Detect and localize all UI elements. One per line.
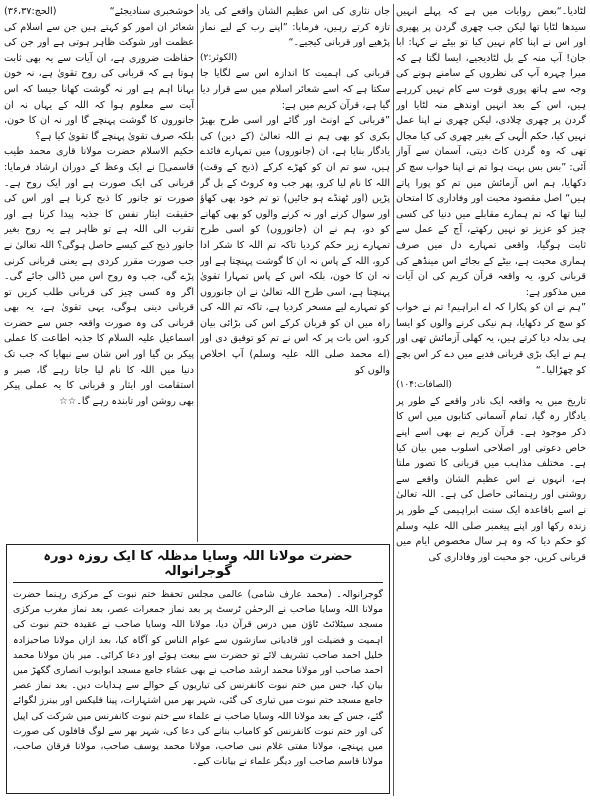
news-box-title: حضرت مولانا اللہ وسایا مدظلہ کا ایک روزہ دورہ گوجرانوالہ xyxy=(13,549,383,583)
article-paragraph: قربانی کی اہمیت کا اندازہ اس سے لگایا جا سکتا ہے کہ اسے شعائر اسلام میں سے قرار دیا گیا ہے، قرآن کریم میں ہے: xyxy=(200,68,390,111)
article-paragraph: حکیم الاسلام حضرت مولانا قاری محمد طیب قاسمیؒ نے ایک وعظ کے دوران ارشاد فرمایا: قربانی کی ایک صورت ہے اور ایک روح ہے۔ صورت تو جانور کا ذبح کرنا ہے اور اس کی حقیقت ایثار نفس کا جذبہ پیدا کرنا ہے اور تقرب الی اللہ ہے تو ظاہر ہے یہ روح بغیر جانور ذبح کیے کیسے حاصل ہوگی؟ اللہ تعالیٰ نے جب صورت مقرر کردی ہے یعنی قربانی کرنی پڑے گی، جب وہ روح اس میں ڈالی جائے گی۔ اگر وہ کسی چیز کی قربانی طلب کریں تو قربانی دینی ہوگی، یہی تقویٰ ہے، یہ بھی قربانی کی وہ صورت واقعہ جس سے حضرت اسماعیل علیہ السلام کا جذبہ اطاعت کا عملی پیکر بن گیا اور اس شان سے نبھایا کہ جب تک دنیا میں اللہ کا نام لیا جاتا رہے گا، صبر و استقامت اور ایثار و قربانی کا یہ عملی پیکر بھی روشن اور تابندہ رہے گا۔☆☆ xyxy=(4,146,194,407)
quran-reference: (الکوثر:۲) xyxy=(200,52,238,63)
column-header-line xyxy=(4,4,194,20)
article-paragraph: شعائر ان امور کو کہتے ہیں جن سے اسلام کی عظمت اور شوکت ظاہر ہوتی ہے اور جن کی حفاظت ضروری ہے، ان آیات سے یہ بھی ثابت ہوتا ہے کہ قربانی کی روح تقویٰ ہے، نہ خون بہانا اہم ہے اور نہ گوشت کھانا جیسا کہ اس آیت سے معلوم ہوا کہ اللہ کے یہاں نہ ان جانوروں کا گوشت پہنچے گا اور نہ ان کا خون، بلکہ صرف تقویٰ پہنچے گا تقویٰ کیا ہے؟ xyxy=(4,21,194,142)
news-box-body: گوجرانوالہ۔ (محمد عارف شامی) عالمی مجلس تحفظ ختم نبوت کے مرکزی رہنما حضرت مولانا اللہ وسایا صاحب نے الرحمٰن ٹرسٹ پر بعد نماز جمعرات عصر، بعد نماز مغرب مرکزی مسجد سیٹلائٹ ٹاؤن میں درس قرآن دیا، مولانا اللہ وسایا صاحب نے عقیدہ ختم نبوت کی اہمیت و فضیلت اور قادیانی سازشوں سے عوام الناس کو آگاہ کیا، بعد ازاں مولانا صاحبزادہ خلیل احمد صاحب تشریف لائے تو حضرت سے بیعت ہوئے اور دعا کرائی۔ میر بان مولانا محمد احمد صاحب اور مولانا محمد ارشد صاحب نے بھی عشاء جامع مسجد ابوایوب انصاری گکھڑ میں بیان کیا، جس میں ختم نبوت کانفرنس کی تیاریوں کے حوالے سے ہدایات دیں۔ بعد نماز عصر جامع مسجد ختم نبوت میں تیاری کی گئی، شہر بھر میں اشتہارات، پینا فلیکس اور بینرز لگوائے گئے، جس کے بعد مولانا اللہ وسایا صاحب نے علماء سے ختم نبوت کانفرنس میں شرکت کی اپیل کی اور ختم نبوت کانفرنس کو کامیاب بنانے کی دعا کی، شہر بھر سے لوگ قافلوں کی صورت میں پہنچے، مولانا مفتی غلام نبی صاحب، مولانا محمد یوسف صاحب، مولانا فرقان صاحب، مولانا قاسم صاحب اور دیگر علماء نے بیانات کیے۔ xyxy=(13,589,383,768)
article-paragraph: جاں نثاری کی اس عظیم الشان واقعے کی یاد تازہ کرتے رہیں، فرمایا: ”اپنے رب کے لیے نماز پڑھیے اور قربانی کیجیے۔“ xyxy=(200,6,390,49)
quran-quote: ”قربانی کے اونٹ اور گائے اور اسی طرح بھیڑ بکری کو بھی ہم نے اللہ تعالیٰ (کے دین) کی یادگار بنایا ہے، ان (جانوروں) میں تمہارے فائدے ہیں، سو تم ان کو کھڑے کرکے (ذبح کے وقت) اللہ کا نام لیا کرو، پھر جب وہ کروٹ کے بل گر پڑیں (اور ٹھنڈے ہو جائیں) تو تم خود بھی کھاؤ اور سوال کرنے اور نہ کرنے والوں کو بھی کھانے کو دو، ہم نے ان (جانوروں) کو اسی طرح تمہارے زیر حکم کردیا تاکہ تم اللہ کا شکر ادا کرو، اللہ کے پاس نہ ان کا گوشت پہنچتا ہے اور نہ ان کا خون، بلکہ اس کے پاس تمہارا تقویٰ پہنچتا ہے، اسی طرح اللہ تعالیٰ نے ان جانوروں کو تمہارے لیے مسخر کردیا ہے، تاکہ تم اللہ کی راہ میں ان کو قربان کرکے اس کی بڑائی بیان کرو، اس بات پر کہ اس نے تم کو توفیق دی اور (اے محمد صلی اللہ علیہ وسلم) آپ اخلاص والوں کو xyxy=(200,115,390,376)
column-divider xyxy=(197,4,198,542)
column-divider xyxy=(393,4,394,796)
news-box xyxy=(6,544,390,794)
article-column-right xyxy=(396,4,586,796)
quran-reference: (الحج:۳۶،۳۷) xyxy=(4,6,57,17)
article-paragraph: لٹادیا۔“بعض روایات میں ہے کہ پہلے انہیں سیدھا لٹایا تھا لیکن جب چھری گردن پر پھیری اور اس نے اپنا کام نہیں کیا تو بیٹے نے کہا: ابا جان! آپ منہ کے بل لٹادیجیے، ایسا لگتا ہے کہ میرا چہرہ آپ کی نظروں کے سامنے ہونے کی وجہ سے ہاتھ پوری قوت سے کام نہیں کررہے ہیں، اس کے بعد انہیں اوندھے منہ لٹایا اور گردن پر چھری چلادی، لیکن چھری نے اپنا عمل نہیں کیا، حکم الٰہی کے بغیر چھری کی کیا مجال تھی کہ وہ گردن کاٹ دیتی، آسمان سے آواز آئی: ”بس بس بہت ہوا تم نے اپنا خواب سچ کر دکھایا، ہم اس آزمائش میں تم کو پورا پاتے ہیں“ اصل مقصود محبت اور وفاداری کا امتحان لینا تھا کہ تم ہمارے مقابلے میں دنیا کی کسی چیز کو عزیز تو نہیں رکھتے، آج کے عمل سے ثابت ہوگیا، واقعی تمہارے دل میں صرف ہماری محبت ہے، بیٹے کے بجائے اس مینڈھے کی قربانی کرو، یہ واقعہ قرآن کریم کی ان آیات میں مذکور ہے: xyxy=(396,6,586,298)
article-paragraph: تاریخ میں یہ واقعہ ایک نادر واقعے کے طور پر یادگار رہ گیا، تمام آسمانی کتابوں میں اس کا ذکر موجود ہے۔ قرآن کریم نے بھی اسے اپنے خاص دعوتی اور اصلاحی اسلوب میں بیان کیا ہے۔ مختلف مذاہب میں قربانی کا تصور ملتا ہے، انہوں نے اس عظیم الشان واقعے سے روشنی اور رہنمائی حاصل کی ہے۔ اللہ تعالیٰ نے اسے باقاعدہ ایک سنت ابراہیمی کے طور پر زندہ رکھا اور اپنے پیغمبر صلی اللہ علیہ وسلم کو حکم دیا کہ وہ ہر سال مخصوص ایام میں قربانی کریں، جو محبت اور وفاداری کی xyxy=(396,395,586,563)
quran-reference: (الصافات:۱۰۴) xyxy=(396,380,452,391)
quran-quote: ”ہم نے ان کو پکارا کہ اے ابراہیم! تم نے خواب کو سچ کر دکھایا، ہم نیکی کرنے والوں کو ایسا ہی بدلہ دیا کرتے ہیں، یہ کھلی آزمائش تھی اور ہم نے ایک بڑی قربانی فدیے میں دے کر اس بچے کو چھڑالیا۔“ xyxy=(396,302,586,376)
article-column-middle xyxy=(200,4,390,542)
header-text: خوشخبری سنادیجئے“ xyxy=(109,6,194,17)
article-column-left xyxy=(4,4,194,542)
